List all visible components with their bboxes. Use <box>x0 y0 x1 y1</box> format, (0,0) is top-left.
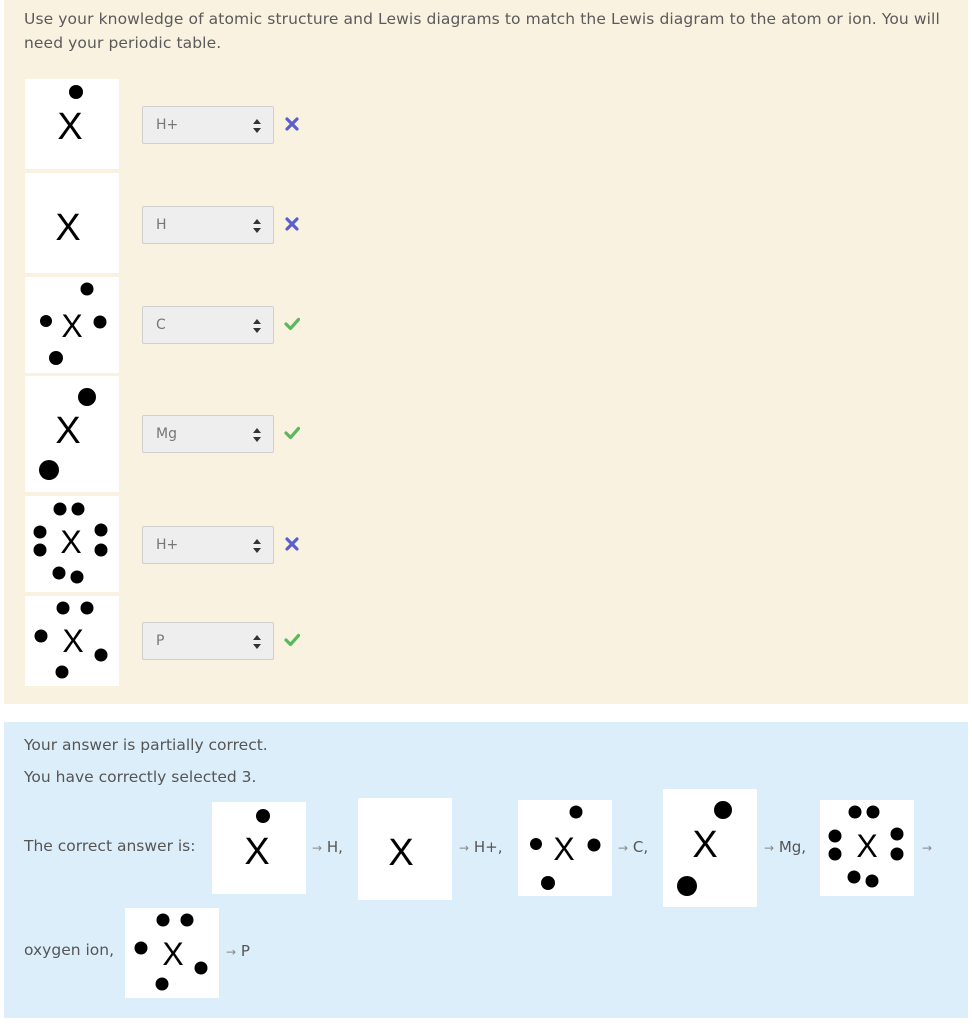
answer-select-4[interactable] <box>142 415 274 453</box>
check-icon <box>284 632 300 648</box>
lewis-diagram-4 <box>25 376 119 492</box>
arrow-icon: → <box>618 841 629 855</box>
lewis-symbol: X <box>55 207 81 249</box>
feedback-panel <box>4 722 968 1018</box>
answer-prefix-oxygen-ion: oxygen ion, <box>24 941 115 959</box>
cross-icon <box>284 536 300 552</box>
arrow-icon: → <box>764 841 775 855</box>
answer-mapping-1 <box>312 838 343 856</box>
question-panel <box>4 0 968 704</box>
updown-arrows-icon <box>253 428 261 442</box>
answer-select-2[interactable] <box>142 206 274 244</box>
lewis-symbol: X <box>553 831 575 867</box>
answer-label: C, <box>632 838 649 856</box>
select-value: C <box>156 317 166 333</box>
answer-label: Mg, <box>778 838 807 856</box>
answer-select-5[interactable] <box>142 526 274 564</box>
lewis-symbol: X <box>62 623 84 659</box>
feedback-status: Your answer is partially correct. <box>24 736 268 754</box>
answer-diagram-6 <box>125 908 219 998</box>
lewis-symbol: X <box>57 106 83 148</box>
select-value: H+ <box>156 117 179 133</box>
answer-select-1[interactable] <box>142 106 274 144</box>
lewis-diagram-1 <box>25 79 119 169</box>
check-icon <box>284 425 300 441</box>
answer-mapping-5 <box>922 838 932 856</box>
answer-select-3[interactable] <box>142 306 274 344</box>
correct-answer-label: The correct answer is: <box>24 837 196 855</box>
select-value: H <box>156 217 167 233</box>
answer-label: H, <box>326 838 343 856</box>
lewis-symbol: X <box>55 410 81 452</box>
cross-icon <box>284 116 300 132</box>
arrow-icon: → <box>922 841 933 855</box>
lewis-symbol: X <box>856 828 878 864</box>
answer-diagram-4 <box>663 789 757 907</box>
updown-arrows-icon <box>253 219 261 233</box>
lewis-symbol: X <box>388 832 414 874</box>
lewis-symbol: X <box>60 524 82 560</box>
answer-mapping-2 <box>459 838 502 856</box>
answer-label: P <box>240 942 250 960</box>
lewis-symbol: X <box>692 824 718 866</box>
check-icon <box>284 316 300 332</box>
lewis-diagram-2 <box>25 173 119 273</box>
answer-label: H+, <box>473 838 503 856</box>
answer-diagram-3 <box>518 800 612 896</box>
lewis-symbol: X <box>61 308 83 344</box>
updown-arrows-icon <box>253 319 261 333</box>
cross-icon <box>284 216 300 232</box>
lewis-symbol: X <box>162 936 184 972</box>
answer-mapping-6 <box>226 942 250 960</box>
lewis-diagram-3 <box>25 277 119 373</box>
answer-diagram-2 <box>358 798 452 900</box>
lewis-diagram-6 <box>25 596 119 686</box>
answer-select-6[interactable] <box>142 622 274 660</box>
updown-arrows-icon <box>253 119 261 133</box>
answer-diagram-1 <box>212 802 306 894</box>
question-prompt: Use your knowledge of atomic structure and Lewis diagrams to match the Lewis diagram to the atom or ion. You will need your periodic table. <box>24 10 940 52</box>
updown-arrows-icon <box>253 635 261 649</box>
lewis-symbol: X <box>244 831 270 873</box>
arrow-icon: → <box>459 841 470 855</box>
select-value: P <box>156 633 165 649</box>
answer-diagram-5 <box>820 800 914 896</box>
updown-arrows-icon <box>253 539 261 553</box>
answer-mapping-4 <box>764 838 806 856</box>
arrow-icon: → <box>226 945 237 959</box>
answer-mapping-3 <box>618 838 648 856</box>
select-value: H+ <box>156 537 179 553</box>
arrow-icon: → <box>312 841 323 855</box>
select-value: Mg <box>156 426 177 442</box>
lewis-diagram-5 <box>25 496 119 592</box>
feedback-count: You have correctly selected 3. <box>24 768 257 786</box>
